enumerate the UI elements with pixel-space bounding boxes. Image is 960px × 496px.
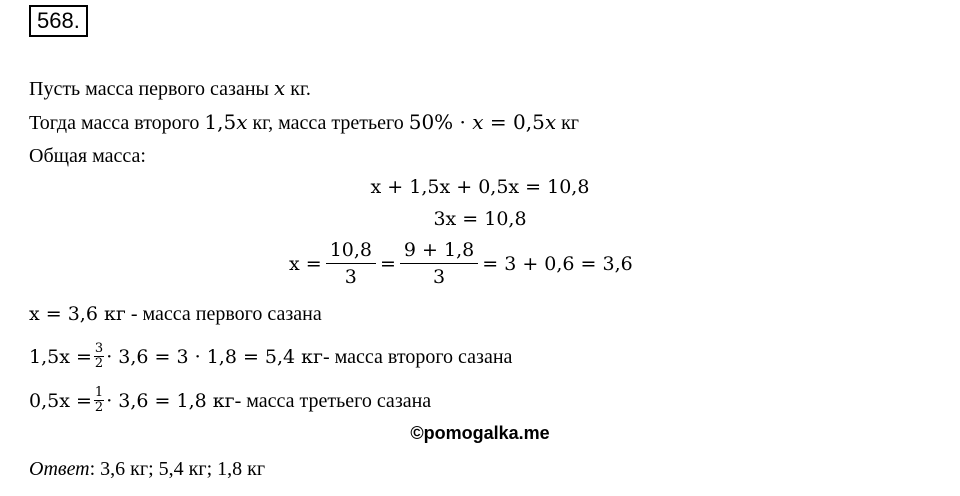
intro-line-2-var3: x — [544, 110, 557, 134]
equation-3-equals: = — [380, 252, 396, 275]
result-2-rhs: · 3,6 = 3 · 1,8 = 5,4 кг — [106, 345, 323, 368]
result-2-lhs: 1,5x = — [29, 345, 92, 368]
intro-line-2-mid: кг, масса третьего — [247, 112, 409, 134]
fraction-1-numerator: 10,8 — [326, 239, 376, 264]
result-line-2 — [29, 342, 512, 371]
fraction-1-denominator: 3 — [344, 266, 357, 288]
problem-number: 568. — [29, 5, 88, 37]
answer-label: Ответ — [29, 458, 90, 480]
result-2-fraction-denominator: 2 — [94, 356, 104, 371]
result-line-1 — [29, 302, 322, 326]
result-2-fraction — [94, 342, 104, 371]
result-line-3 — [29, 386, 431, 415]
result-2-text: - масса второго сазана — [323, 345, 513, 368]
equation-3-rhs: = 3 + 0,6 = 3,6 — [482, 252, 633, 275]
intro-line-1-unit: кг. — [285, 78, 311, 100]
result-3-fraction — [94, 386, 104, 415]
intro-line-2-unit: кг — [556, 112, 580, 134]
result-1-text: - масса первого сазана — [125, 303, 322, 325]
intro-line-1 — [29, 76, 311, 101]
intro-line-2-expr: 1,5 — [204, 110, 237, 134]
intro-line-2-expr3: = 0,5 — [483, 110, 545, 134]
intro-line-3: Общая масса: — [29, 145, 146, 167]
fraction-2-denominator: 3 — [433, 266, 446, 288]
result-3-text: - масса третьего сазана — [234, 389, 432, 412]
intro-line-2-var2: x — [472, 110, 484, 134]
intro-line-2-text: Тогда масса второго — [29, 112, 205, 134]
result-3-lhs: 0,5x = — [29, 389, 92, 412]
answer-line — [29, 458, 265, 481]
intro-line-2-expr2: 50% · — [408, 110, 473, 134]
result-3-fraction-denominator: 2 — [94, 400, 104, 415]
equation-2: 3x = 10,8 — [433, 208, 527, 230]
equation-3-fraction-2 — [400, 239, 478, 288]
equation-3 — [289, 239, 633, 288]
result-2-fraction-numerator: 3 — [94, 341, 104, 356]
intro-line-1-var: x — [273, 76, 286, 100]
result-1-expr: x = 3,6 кг — [29, 303, 126, 325]
result-3-fraction-numerator: 1 — [94, 385, 104, 400]
intro-line-1-text: Пусть масса первого сазаны — [29, 78, 274, 100]
watermark: ©pomogalka.me — [410, 423, 550, 443]
equation-1: x + 1,5x + 0,5x = 10,8 — [370, 176, 590, 198]
result-3-rhs: · 3,6 = 1,8 кг — [106, 389, 235, 412]
equation-3-lhs: x = — [289, 252, 322, 275]
intro-line-2 — [29, 110, 579, 135]
answer-text: : 3,6 кг; 5,4 кг; 1,8 кг — [89, 458, 266, 480]
intro-line-2-var: x — [236, 110, 248, 134]
equation-3-fraction-1 — [326, 239, 376, 288]
fraction-2-numerator: 9 + 1,8 — [400, 239, 478, 264]
